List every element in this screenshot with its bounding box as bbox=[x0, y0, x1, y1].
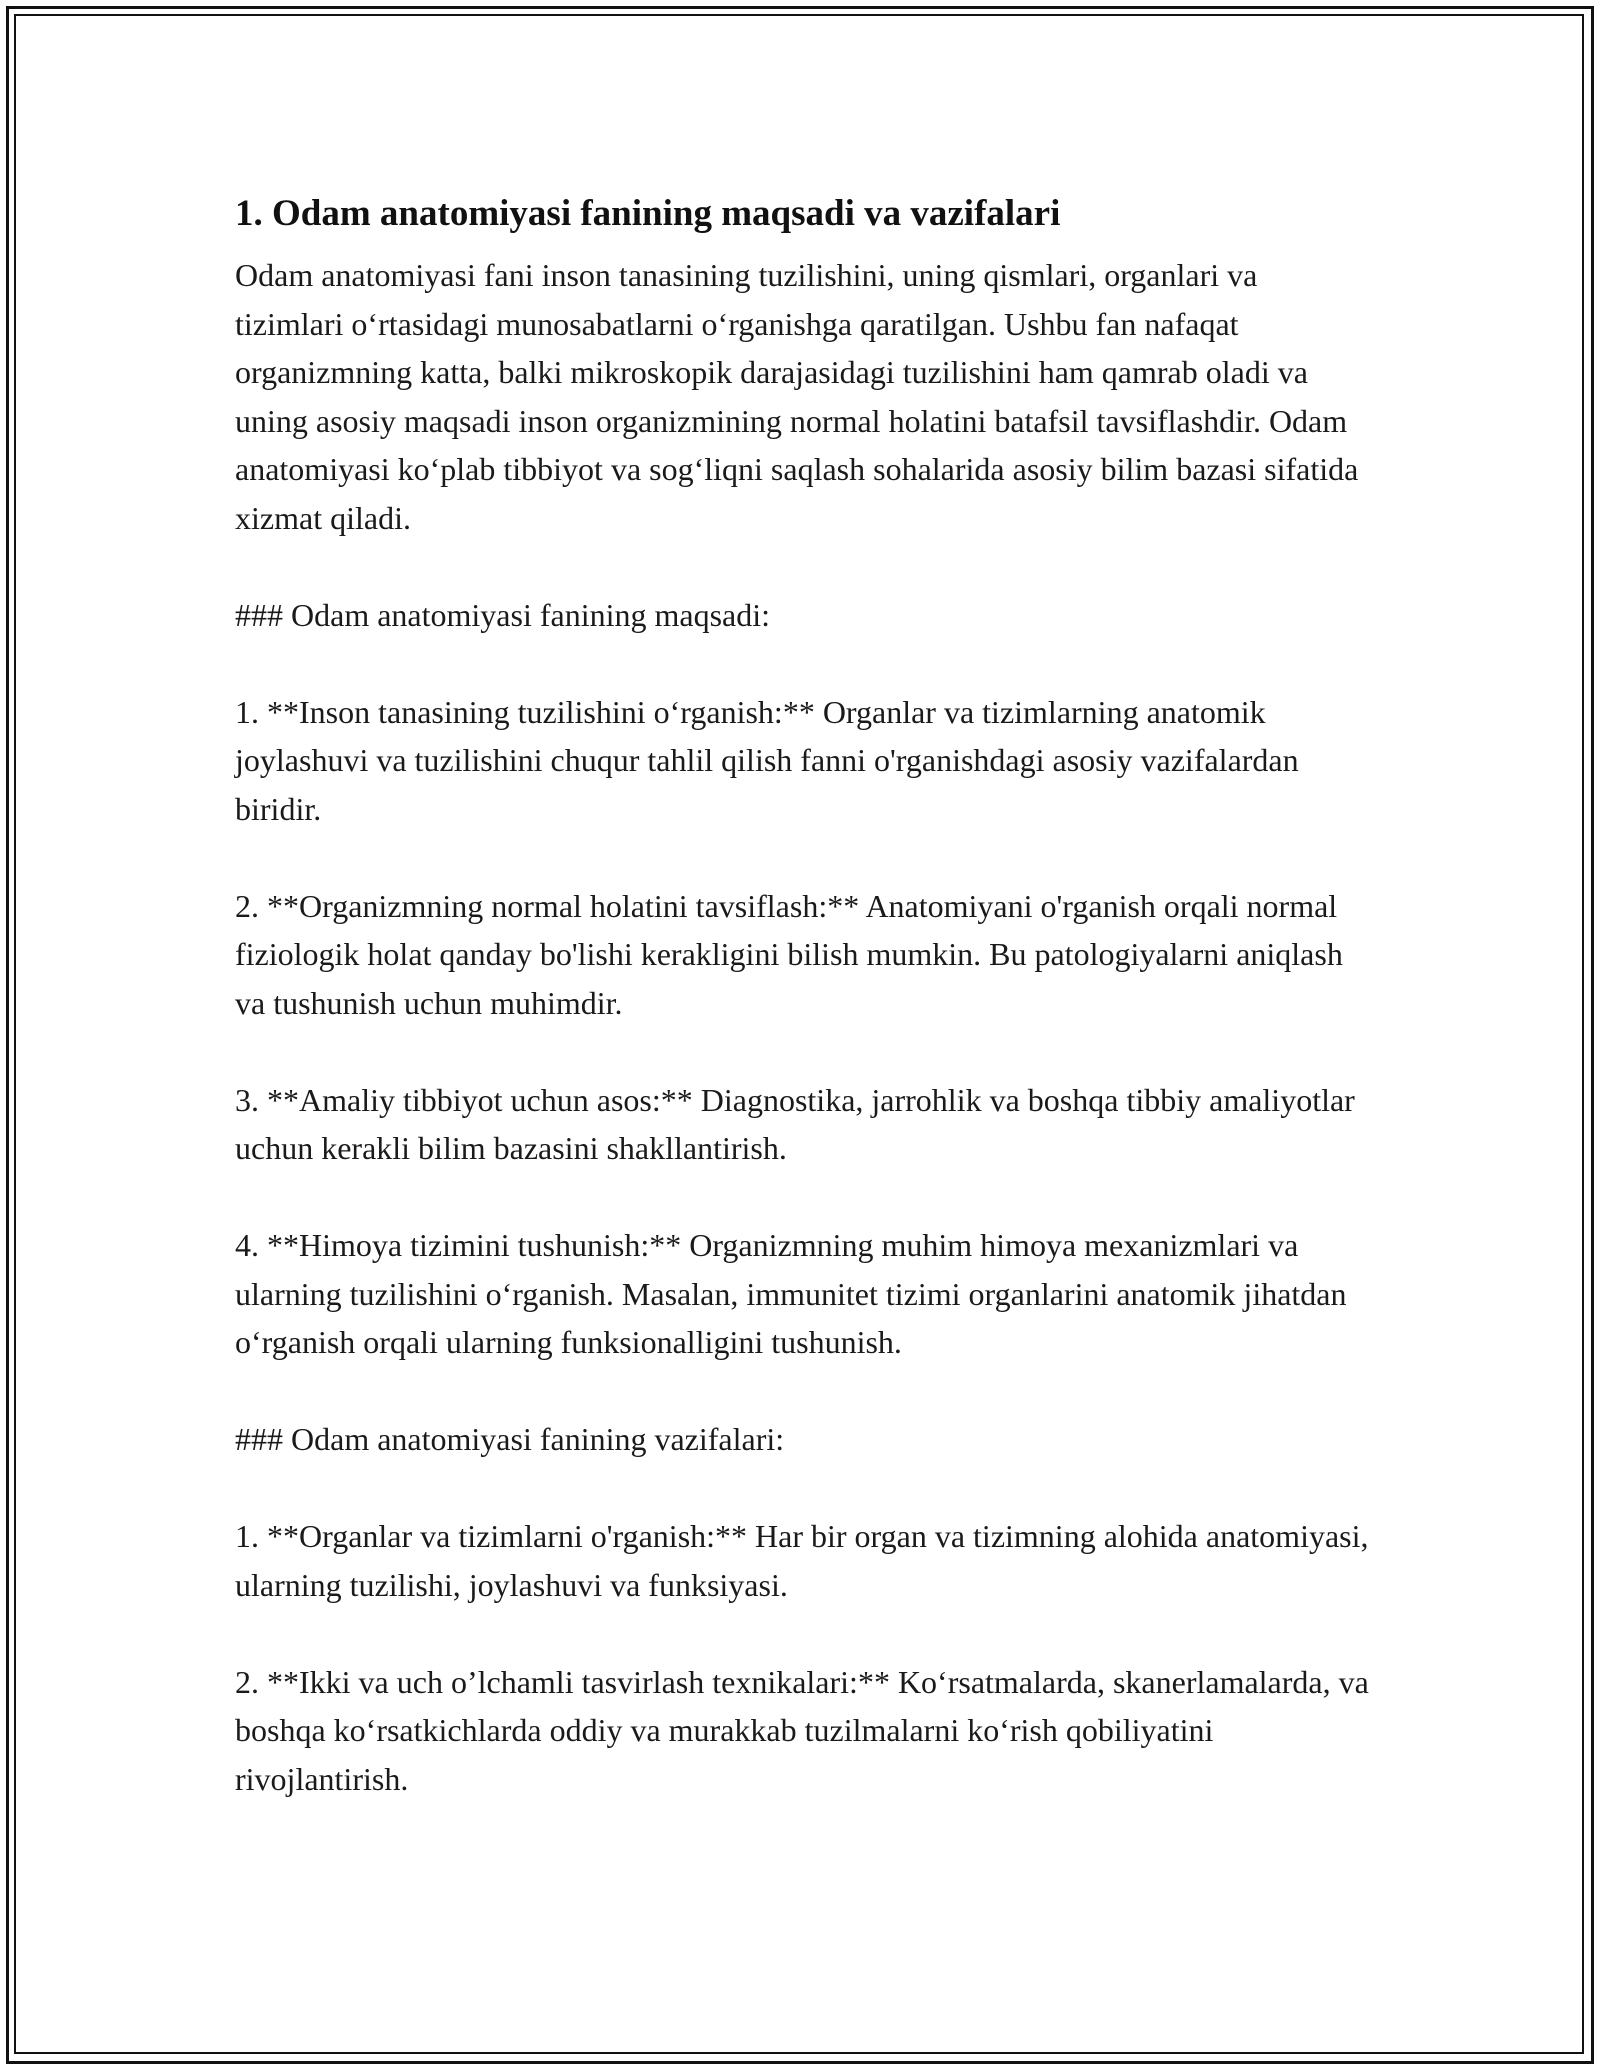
list-item: 1. **Organlar va tizimlarni o'rganish:** Har bir organ va tizimning alohida anatomiyasi, ularning tuzilishi, joylashuvi va funksiyasi. bbox=[235, 1518, 1369, 1603]
section-heading-vazifalari: ### Odam anatomiyasi fanining vazifalari: bbox=[235, 1421, 785, 1457]
list-item: 2. **Ikki va uch o’lchamli tasvirlash texnikalari:** Ko‘rsatmalarda, skanerlamalarda, va boshqa ko‘rsatkichlarda oddiy va murakkab tuzilmalarni ko‘rish qobiliyatini rivojlantirish. bbox=[235, 1663, 1369, 1797]
intro-paragraph: Odam anatomiyasi fani inson tanasining tuzilishini, uning qismlari, organlari va tizimlari o‘rtasidagi munosabatlarni o‘rganishga qaratilgan. Ushbu fan nafaqat organizmning katta, balki mikroskopik darajasidagi tuzilishini ham qamrab oladi va uning asosiy maqsadi inson organizmining normal holatini batafsil tavsiflashdir. Odam anatomiyasi ko‘plab tibbiyot va sog‘liqni saqlash sohalarida asosiy bilim bazasi sifatida xizmat qiladi. bbox=[235, 257, 1359, 536]
list-item: 4. **Himoya tizimini tushunish:** Organizmning muhim himoya mexanizmlari va ularning tuzilishini o‘rganish. Masalan, immunitet tizimi organlarini anatomik jihatdan o‘rganish orqali ularning funksionalligini tushunish. bbox=[235, 1227, 1347, 1360]
list-item: 2. **Organizmning normal holatini tavsiflash:** Anatomiyani o'rganish orqali normal fiziologik holat qanday bo'lishi kerakligini bilish mumkin. Bu patologiyalarni aniqlash va tushunish uchun muhimdir. bbox=[235, 887, 1343, 1021]
section-heading-maqsadi: ### Odam anatomiyasi fanining maqsadi: bbox=[235, 596, 770, 633]
list-item: 1. **Inson tanasining tuzilishini o‘rganish:** Organlar va tizimlarning anatomik joylashuvi va tuzilishini chuqur tahlil qilish fanni o'rganishdagi asosiy vazifalardan biridir. bbox=[235, 693, 1299, 827]
document-body bbox=[235, 186, 1370, 1852]
list-item: 3. **Amaliy tibbiyot uchun asos:** Diagnostika, jarrohlik va boshqa tibbiy amaliyotlar uchun kerakli bilim bazasini shakllantirish. bbox=[235, 1081, 1355, 1166]
document-title: 1. Odam anatomiyasi fanining maqsadi va vazifalari bbox=[235, 193, 1061, 234]
